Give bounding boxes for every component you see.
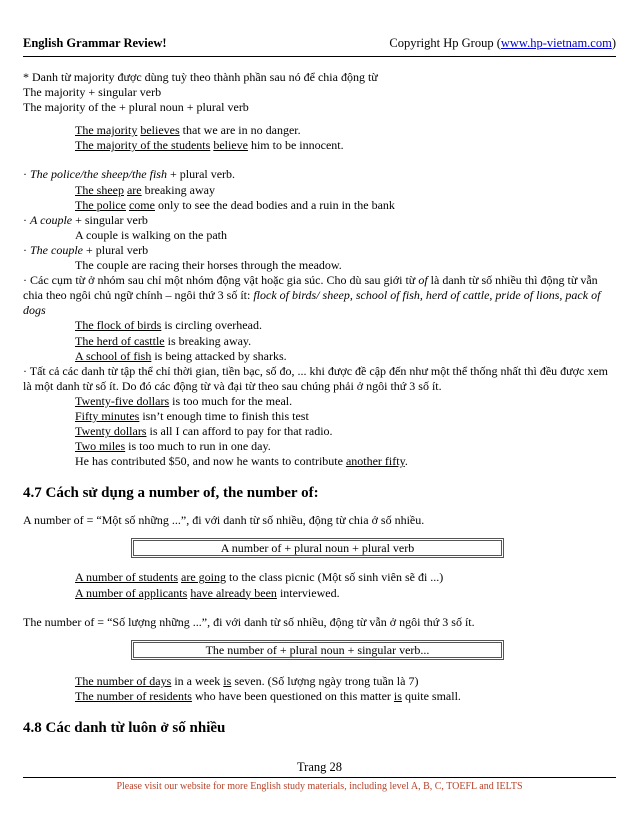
- page-header: [23, 36, 616, 57]
- quantity-rule: · Tất cả các danh từ tập thể chỉ thời gian, tiền bạc, số đo, ... khi được đề cập đến như một thể thống nhất thì đều được xem là một danh từ số ít. Do đó các động từ và đại từ theo sau chúng phải ở ngôi thứ 3 số ít.: [23, 363, 609, 393]
- police-rule: · The police/the sheep/the fish + plural verb.: [23, 167, 236, 182]
- police-example-2: The police come only to see the dead bodies and a ruin in the bank: [75, 197, 395, 212]
- quantity-example-1: Twenty-five dollars is too much for the meal.: [75, 393, 293, 408]
- the-number-of-example-1: The number of days in a week is seven. (Số lượng ngày trong tuần là 7): [75, 673, 419, 688]
- majority-rule: * Danh từ majority được dùng tuỳ theo thành phần sau nó để chia động từ: [23, 70, 378, 84]
- a-couple-rule: · A couple + singular verb: [23, 212, 148, 227]
- website-link[interactable]: www.hp-vietnam.com: [500, 36, 612, 50]
- the-number-of-formula-box: The number of + plural noun + singular verb...: [131, 640, 504, 660]
- page-content: [23, 70, 618, 738]
- a-number-of-example-2: A number of applicants have already been interviewed.: [75, 585, 340, 600]
- header-title: English Grammar Review!: [23, 36, 167, 50]
- page-number: Trang 28: [296, 760, 343, 774]
- the-couple-rule: · The couple + plural verb: [23, 242, 149, 257]
- quantity-example-5: He has contributed $50, and now he wants to contribute another fifty.: [75, 454, 408, 469]
- majority-example-1: The majority believes that we are in no danger.: [75, 123, 301, 138]
- a-couple-example: A couple is walking on the path: [75, 227, 227, 242]
- footer-note: Please visit our website for more English study materials, including level A, B, C, TOEFL and IELTS: [116, 781, 523, 792]
- police-example-1: The sheep are breaking away: [75, 182, 215, 197]
- majority-rule-1: The majority + singular verb: [23, 85, 162, 100]
- the-number-of-example-2: The number of residents who have been questioned on this matter is quite small.: [75, 688, 461, 703]
- the-number-of-rule: The number of = “Số lượng những ...”, đi với danh từ số nhiều, động từ vẫn ở ngôi thứ 3 số ít.: [23, 614, 475, 629]
- quantity-example-2: Fifty minutes isn’t enough time to finish this test: [75, 408, 309, 423]
- header-copyright: Copyright Hp Group (www.hp-vietnam.com): [389, 36, 616, 50]
- collective-example-3: A school of fish is being attacked by sharks.: [75, 348, 287, 363]
- majority-example-2: The majority of the students believe him to be innocent.: [75, 138, 344, 153]
- quantity-example-3: Twenty dollars is all I can afford to pay for that radio.: [75, 424, 333, 439]
- quantity-example-4: Two miles is too much to run in one day.: [75, 439, 271, 454]
- a-number-of-rule: A number of = “Một số những ...”, đi với danh từ số nhiều, động từ chia ở số nhiều.: [23, 513, 425, 528]
- the-couple-example: The couple are racing their horses through the meadow.: [75, 258, 342, 273]
- a-number-of-example-1: A number of students are going to the class picnic (Một số sinh viên sẽ đi ...): [75, 570, 444, 585]
- collective-rule: · Các cụm từ ở nhóm sau chỉ một nhóm động vật hoặc gia súc. Cho dù sau giới từ of là danh từ số nhiều thì động từ vẫn chia theo ngôi chủ ngữ chính – ngôi thứ 3 số ít: flock of birds/ sheep, school of fish, herd of cattle, pride of lions, pack of dogs: [23, 273, 601, 318]
- footer-rule: [23, 777, 616, 778]
- collective-example-1: The flock of birds is circling overhead.: [75, 318, 262, 333]
- a-number-of-formula-box: A number of + plural noun + plural verb: [131, 538, 504, 558]
- section-4-7-heading: 4.7 Cách sử dụng a number of, the number of:: [23, 485, 319, 502]
- page-footer: [23, 760, 616, 792]
- collective-example-2: The herd of casttle is breaking away.: [75, 333, 252, 348]
- majority-rule-2: The majority of the + plural noun + plural verb: [23, 100, 249, 115]
- section-4-8-heading: 4.8 Các danh từ luôn ở số nhiều: [23, 719, 226, 736]
